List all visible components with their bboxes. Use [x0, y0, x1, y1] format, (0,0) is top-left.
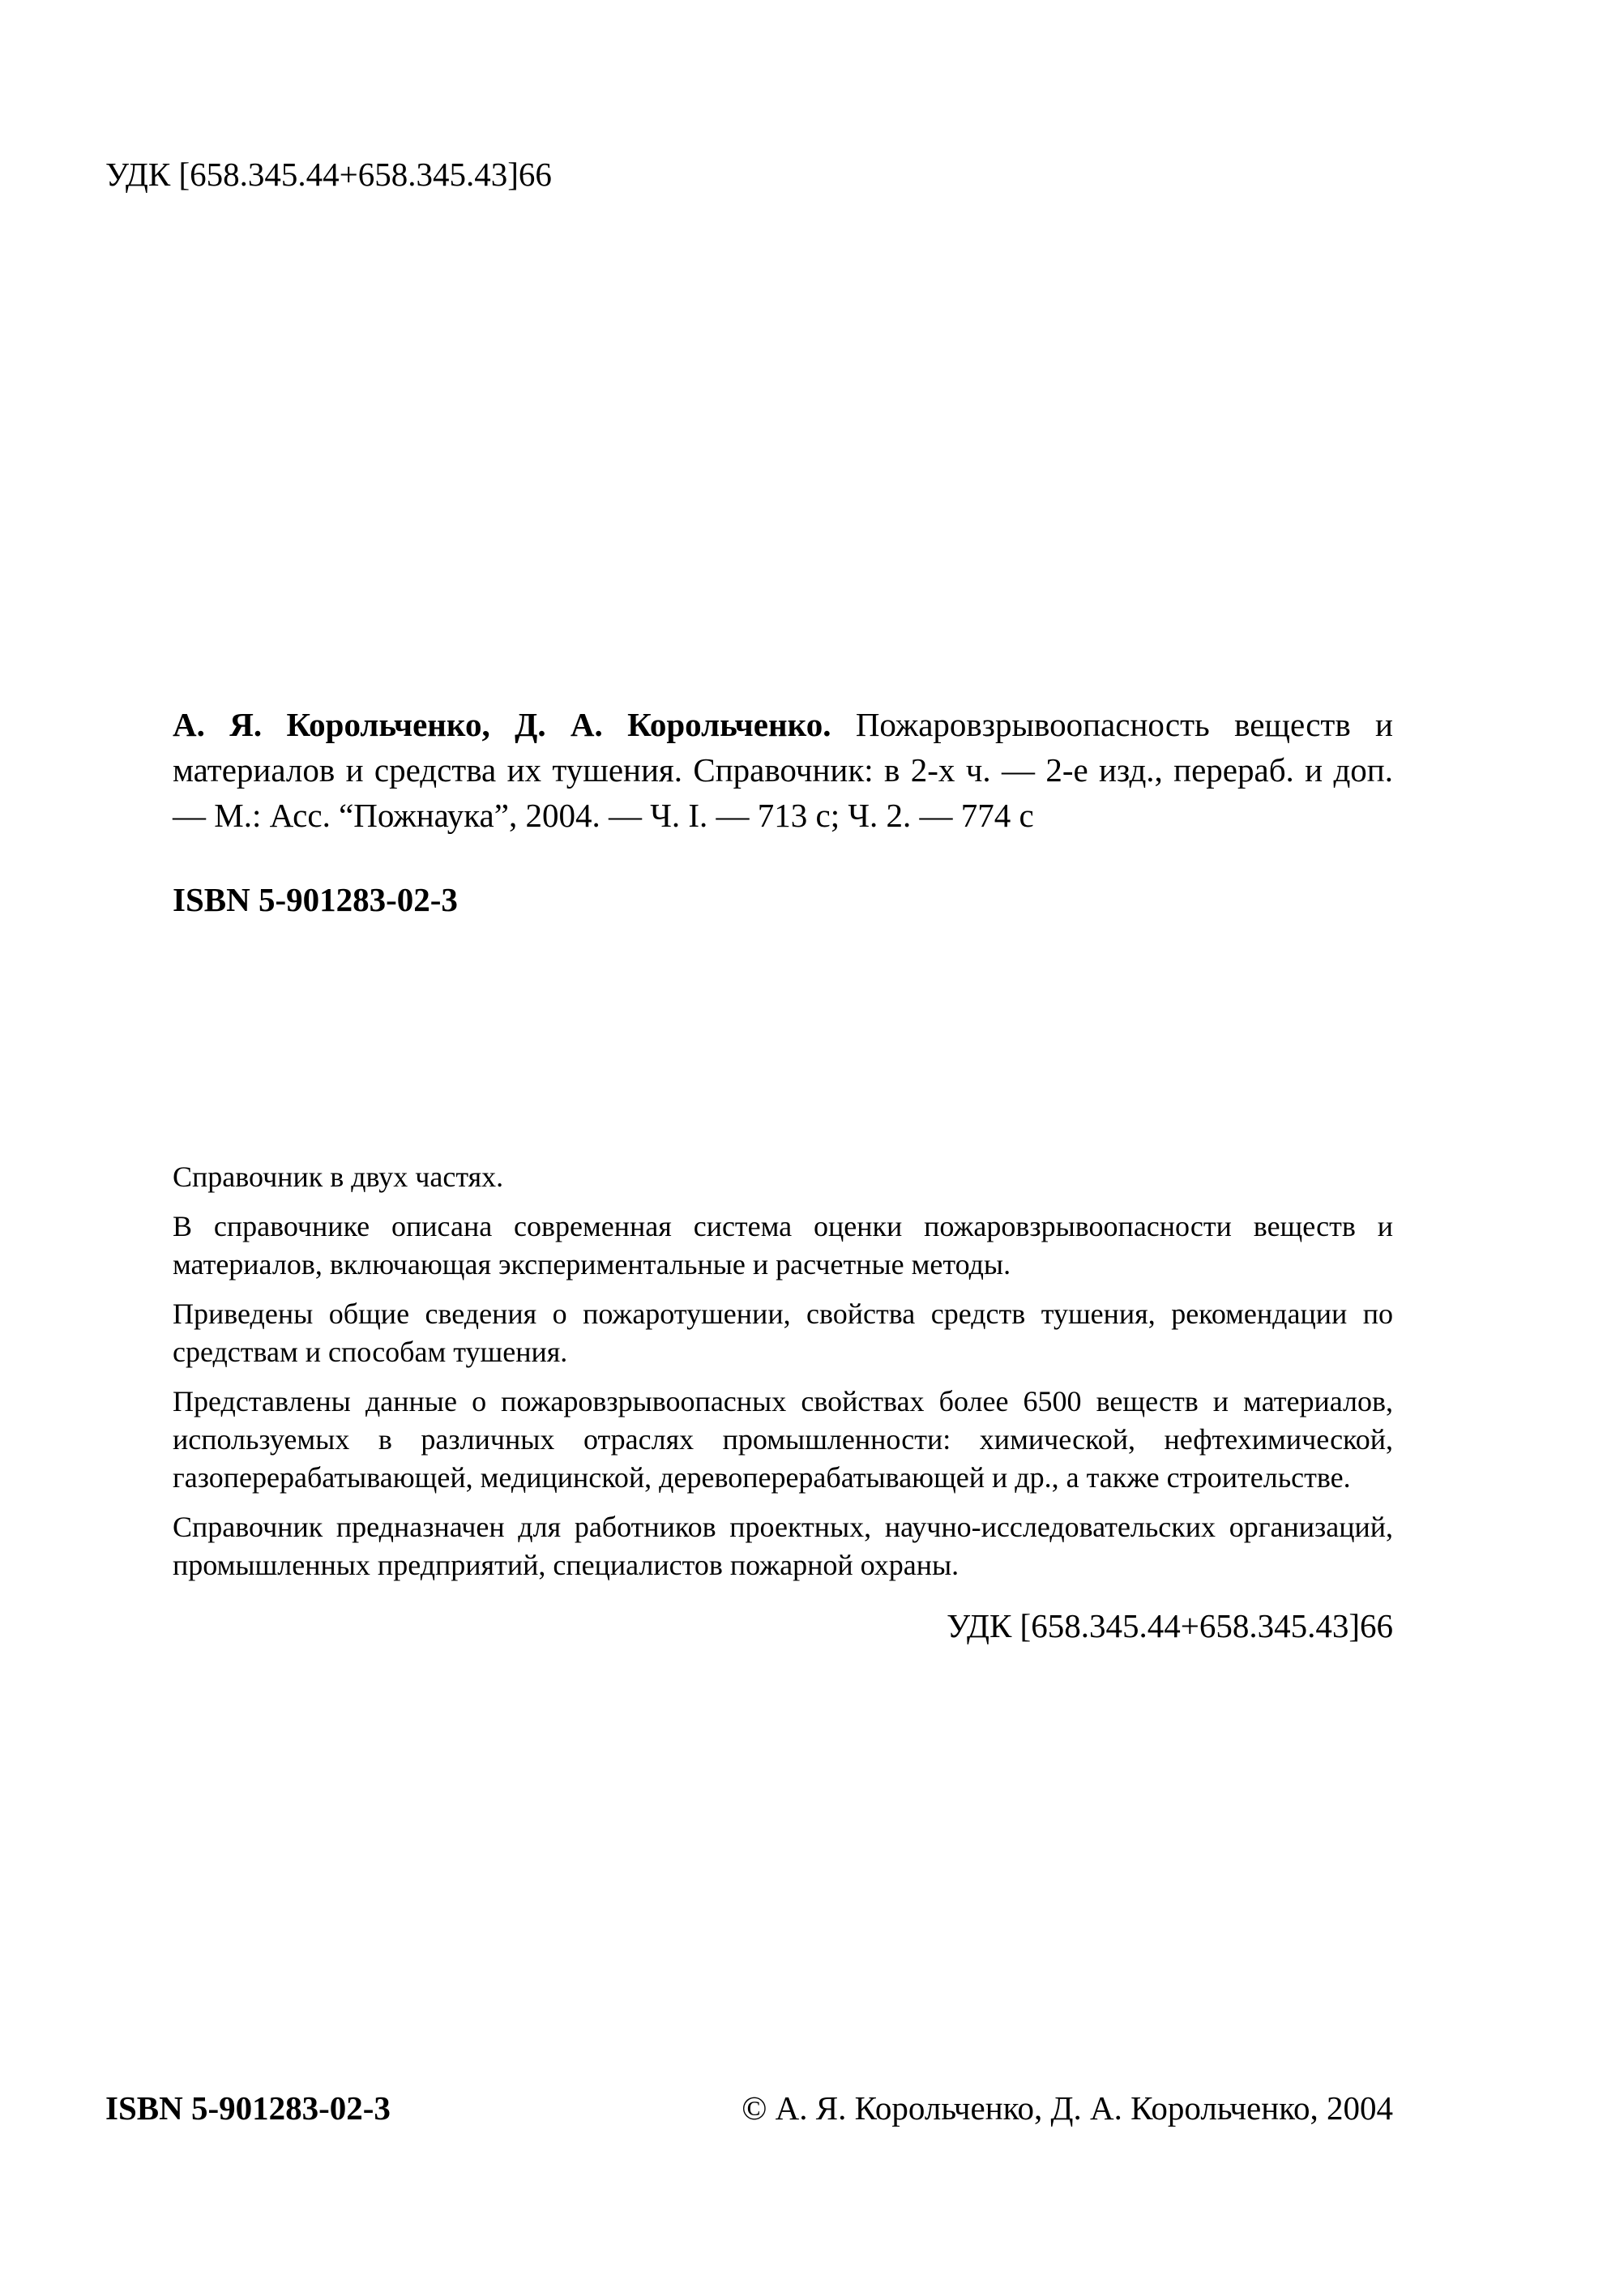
- bibliographic-text: Пожаровзрывоопасность веществ и материалов и средства их тушения. Справочник: в 2-х ч. — 2-е изд., перераб. и доп. — М.: Асс. “Пожнаука”, 2004. — Ч. I. — 713 с; Ч. 2. — 774 с: [173, 706, 1393, 834]
- annotation-paragraph-4: Представлены данные о пожаровзрывоопасных свойствах более 6500 веществ и материалов, используемых в различных отраслях промышленности: химической, нефтехимической, газоперерабатывающей, медицинской, деревоперерабатывающей и др., а также строительстве.: [173, 1385, 1393, 1494]
- annotation-paragraph-3: Приведены общие сведения о пожаротушении, свойства средств тушения, рекомендации по средствам и способам тушения.: [173, 1298, 1393, 1368]
- authors: А. Я. Корольченко, Д. А. Корольченко.: [173, 706, 831, 743]
- bibliographic-description: [173, 702, 1393, 838]
- isbn-middle: ISBN 5-901283-02-3: [173, 881, 458, 918]
- annotation-paragraph-1: Справочник в двух частях.: [173, 1161, 504, 1193]
- annotation: [173, 1158, 1393, 1657]
- copyright-notice: © А. Я. Корольченко, Д. А. Корольченко, 2004: [742, 2089, 1393, 2127]
- udk-code-top: УДК [658.345.44+658.345.43]66: [105, 156, 552, 193]
- udk-code-bottom: УДК [658.345.44+658.345.43]66: [947, 1607, 1393, 1644]
- annotation-paragraph-2: В справочнике описана современная система оценки пожаровзрывоопасности веществ и материалов, включающая экспериментальные и расчетные методы.: [173, 1210, 1393, 1281]
- annotation-paragraph-5: Справочник предназначен для работников проектных, научно-исследовательских организаций, промышленных предприятий, специалистов пожарной охраны.: [173, 1511, 1393, 1581]
- isbn-footer: ISBN 5-901283-02-3: [105, 2089, 391, 2127]
